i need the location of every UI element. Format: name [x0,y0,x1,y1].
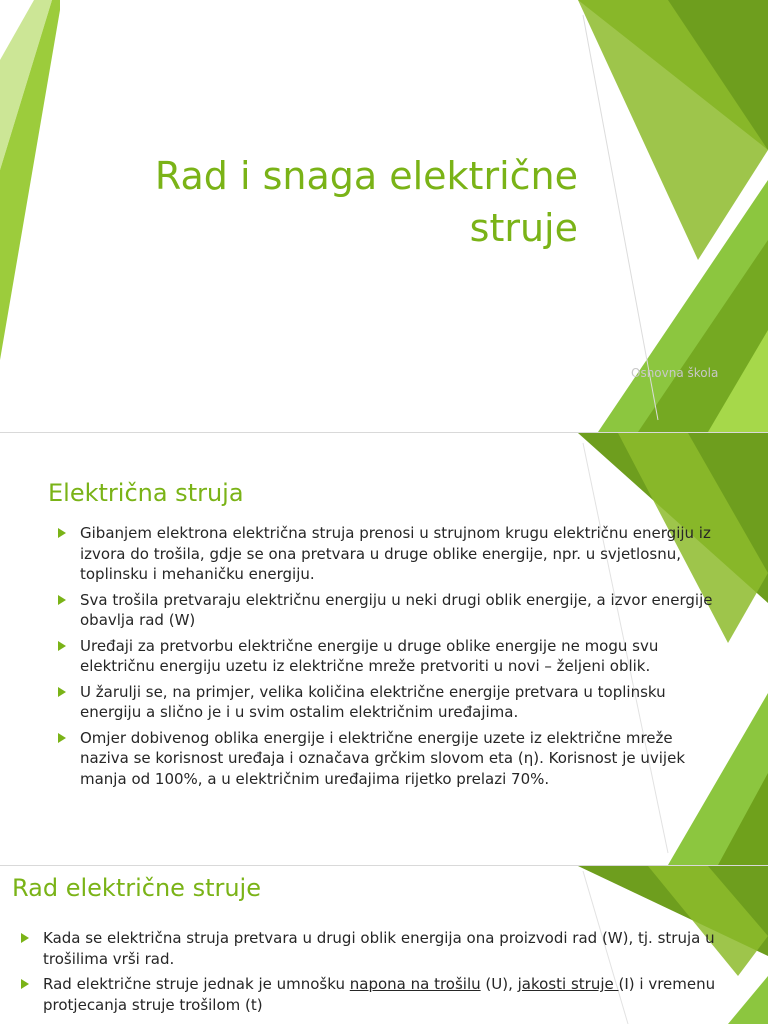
list-item: Uređaji za pretvorbu električne energije u druge oblike energije ne mogu svu električnu energiju uzetu iz električne mreže pretvoriti u novi – željeni oblik. [80,636,720,677]
underlined-term: jakosti struje [517,975,619,993]
bullet-arrow-icon [58,528,66,538]
slide-heading: Rad električne struje [12,874,261,902]
bullet-list [80,523,720,794]
content-slide-2 [0,866,768,1024]
bullet-arrow-icon [21,933,29,943]
bullet-arrow-icon [58,733,66,743]
bullet-arrow-icon [21,979,29,989]
slide-heading: Električna struja [48,479,244,507]
content-slide-1 [0,433,768,865]
list-item: Kada se električna struja pretvara u drugi oblik energija ona proizvodi rad (W), tj. struja u trošilima vrši rad. [43,928,758,969]
bullet-arrow-icon [58,687,66,697]
list-item: Rad električne struje jednak je umnošku napona na trošilu (U), jakosti struje (I) i vremenu protjecanja struje trošilom (t) [43,974,758,1015]
bullet-list [43,928,758,1020]
list-item: Sva trošila pretvaraju električnu energiju u neki drugi oblik energije, a izvor energije obavlja rad (W) [80,590,720,631]
slide-subtitle: Osnovna škola [631,366,719,380]
bullet-arrow-icon [58,595,66,605]
list-item: U žarulji se, na primjer, velika količina električne energije pretvara u toplinsku energiju a slično je i u svim ostalim električnim uređajima. [80,682,720,723]
list-item: Omjer dobivenog oblika energije i električne energije uzete iz električne mreže naziva se korisnost uređaja i označava grčkim slovom eta (η). Korisnost je uvijek manja od 100%, a u električnim uređajima rijetko prelazi 70%. [80,728,720,790]
underlined-term: napona na trošilu [349,975,481,993]
title-slide [0,0,768,432]
bullet-arrow-icon [58,641,66,651]
slide-title: Rad i snaga električne struje [154,154,578,250]
list-item: Gibanjem elektrona električna struja prenosi u strujnom krugu električnu energiju iz izvora do trošila, gdje se ona pretvara u druge oblike energije, npr. u svjetlosnu, toplinsku i mehaničku energiju. [80,523,720,585]
left-green-band [0,0,60,432]
